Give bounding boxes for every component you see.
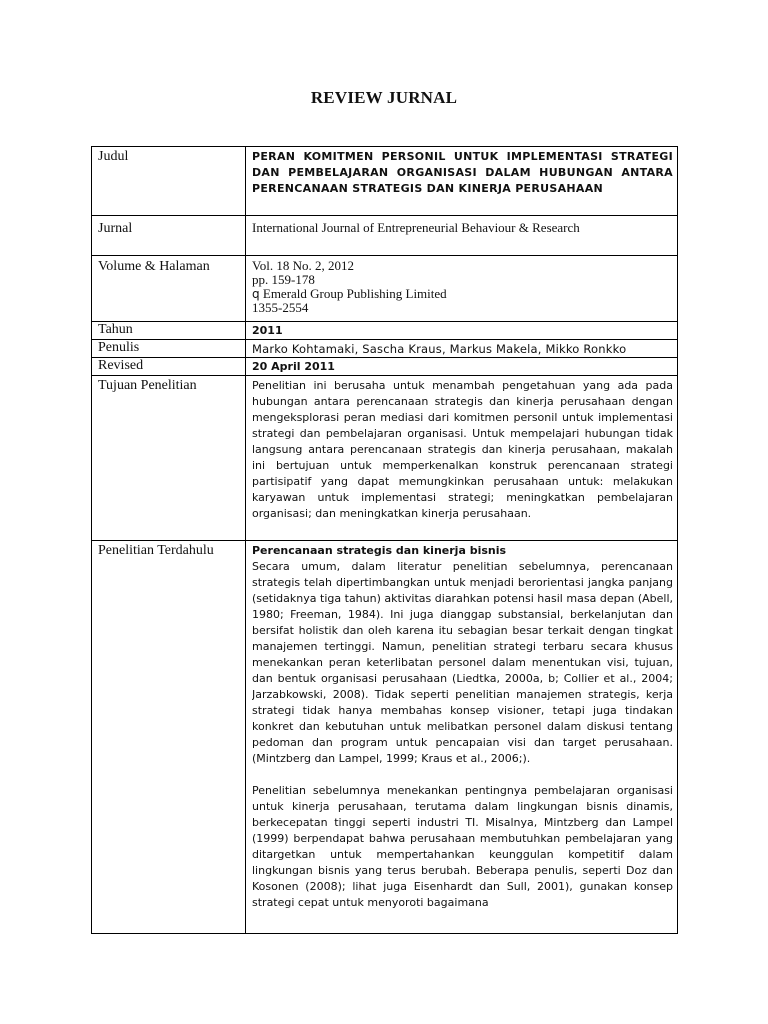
label-revised: Revised [92,358,246,376]
label-tujuan: Tujuan Penelitian [92,376,246,541]
label-jurnal: Jurnal [92,216,246,256]
row-tahun [92,322,678,340]
section-heading: Perencanaan strategis dan kinerja bisnis [252,544,507,557]
paragraph-1: Secara umum, dalam literatur penelitian sebelumnya, perencanaan strategis telah dipertimbangkan untuk menjadi berorientasi jangka panjang (setidaknya tiga tahun) aktivitas diarahkan potensi hasil masa depan (Abell, 1980; Freeman, 1984). Ini juga dianggap substansial, berkelanjutan dan bersifat holistik dan oleh karena itu sebagian besar terkait dengan tingkat manajemen tertinggi. Namun, penelitian strategi terbaru secara khusus menekankan peran keterlibatan personel dalam menentukan visi, tujuan, dan bentuk organisasi perusahaan (Liedtka, 2000a, b; Collier et al., 2004; Jarzabkowski, 2008). Tidak seperti penelitian manajemen strategis, kerja strategi tidak hanya membahas konsep visioner, tetapi juga tindakan konkret dan kebutuhan untuk melibatkan personel dalam diskusi tentang pedoman dan program untuk pencapaian visi dan target perusahaan. (Mintzberg dan Lampel, 1999; Kraus et al., 2006;). [252,560,673,765]
row-jurnal [92,216,678,256]
publisher-line [252,287,673,301]
row-volume [92,256,678,322]
value-terdahulu [246,541,678,934]
label-terdahulu: Penelitian Terdahulu [92,541,246,934]
label-penulis: Penulis [92,340,246,358]
value-revised: 20 April 2011 [246,358,678,376]
row-revised [92,358,678,376]
review-table [91,146,678,934]
value-tujuan: Penelitian ini berusaha untuk menambah pengetahuan yang ada pada hubungan antara perencanaan strategis dan kinerja perusahaan dengan mengeksplorasi peran mediasi dari komitmen personil untuk implementasi strategi dan pembelajaran organisasi. Untuk mempelajari hubungan tidak langsung antara perencanaan strategis dan kinerja perusahaan, makalah ini bertujuan untuk memperkenalkan konstruk perencanaan strategi partisipatif yang dapat memungkinkan perusahaan untuk: melakukan karyawan untuk implementasi strategi; meningkatkan pembelajaran organisasi; dan meningkatkan kinerja perusahaan. [246,376,678,541]
copyright-mark: q [252,287,260,301]
label-volume: Volume & Halaman [92,256,246,322]
value-judul: PERAN KOMITMEN PERSONIL UNTUK IMPLEMENTASI STRATEGI DAN PEMBELAJARAN ORGANISASI DALAM HUBUNGAN ANTARA PERENCANAAN STRATEGIS DAN KINERJA PERUSAHAAN [246,147,678,216]
value-tahun: 2011 [246,322,678,340]
label-judul: Judul [92,147,246,216]
value-volume [246,256,678,322]
row-penulis [92,340,678,358]
row-terdahulu [92,541,678,934]
paragraph-2: Penelitian sebelumnya menekankan pentingnya pembelajaran organisasi untuk kinerja perusahaan, terutama dalam lingkungan bisnis dinamis, berkecepatan tinggi seperti industri TI. Misalnya, Mintzberg dan Lampel (1999) berpendapat bahwa perusahaan membutuhkan pembelajaran yang ditargetkan untuk mempertahankan keunggulan kompetitif dalam lingkungan bisnis yang terus berubah. Beberapa penulis, seperti Doz dan Kosonen (2008); lihat juga Eisenhardt dan Sull, 2001), gunakan konsep strategi cepat untuk menyoroti bagaimana [252,784,673,909]
issn-line: 1355-2554 [252,300,309,315]
pages-line: pp. 159-178 [252,272,315,287]
publisher-name: Emerald Group Publishing Limited [262,286,447,301]
value-jurnal: International Journal of Entrepreneurial Behaviour & Research [246,216,678,256]
page-title: REVIEW JURNAL [310,88,458,107]
row-judul [92,147,678,216]
value-penulis: Marko Kohtamaki, Sascha Kraus, Markus Makela, Mikko Ronkko [246,340,678,358]
label-tahun: Tahun [92,322,246,340]
volume-line: Vol. 18 No. 2, 2012 [252,258,354,273]
row-tujuan [92,376,678,541]
